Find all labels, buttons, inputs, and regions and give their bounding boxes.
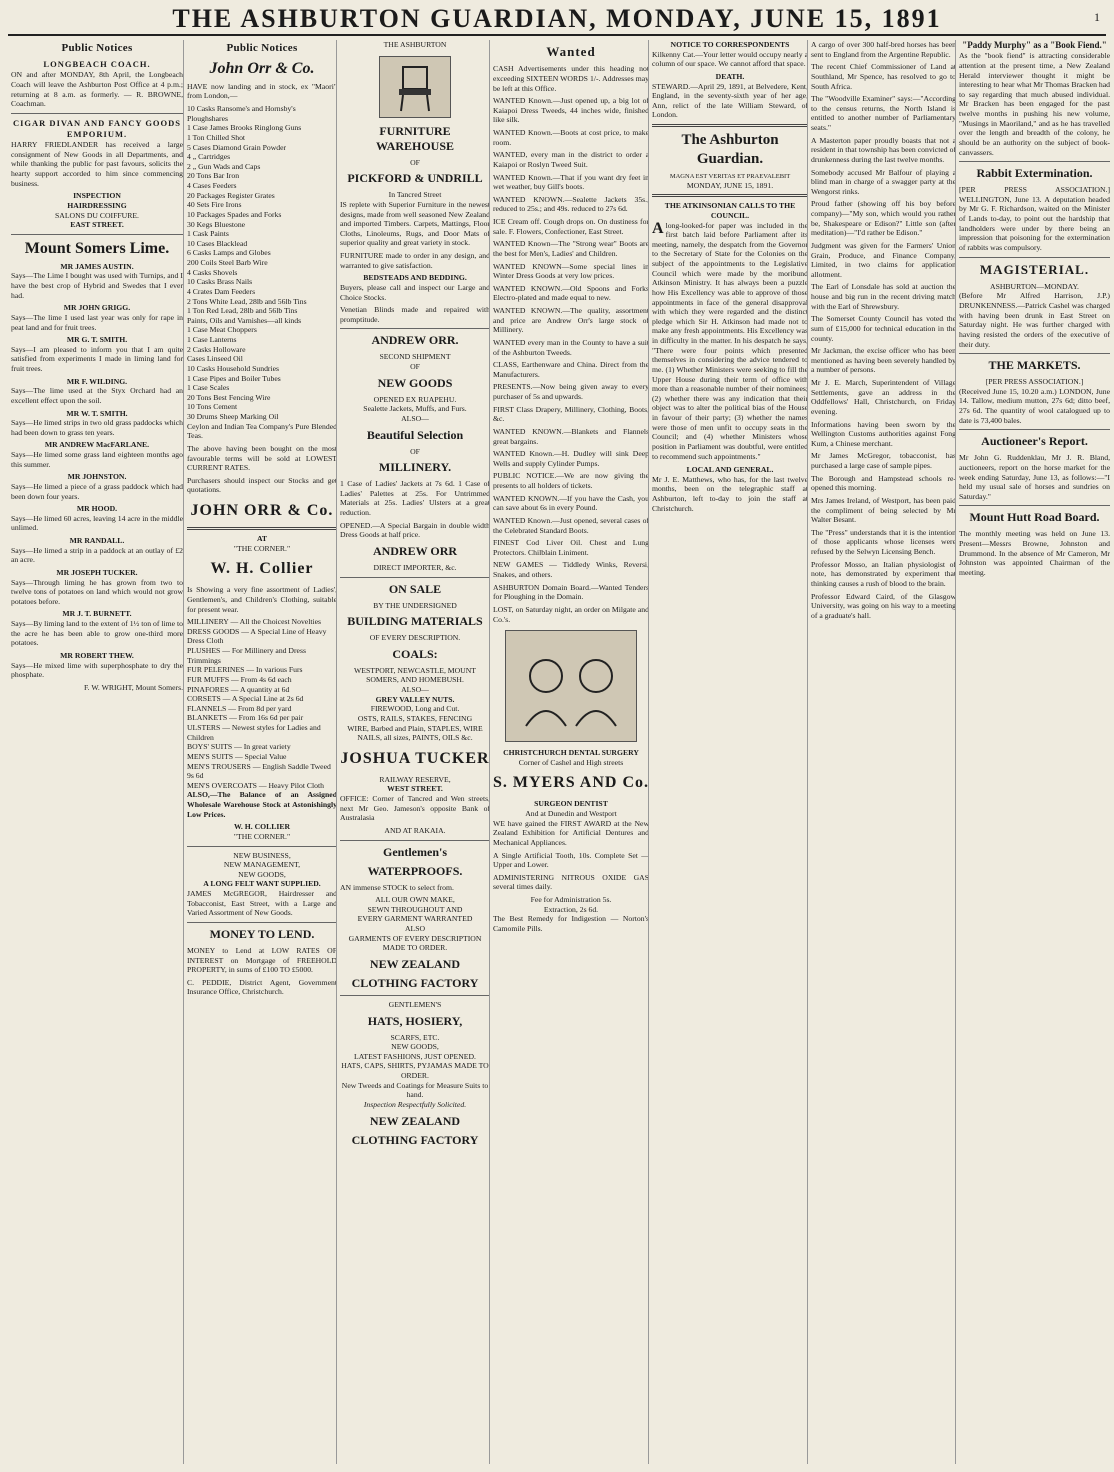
- waterproofs: WATERPROOFS.: [367, 863, 463, 878]
- paper-motto: MAGNA EST VERITAS ET PRAEVALEBIT: [669, 172, 791, 180]
- collier-sig-2: "THE CORNER.": [233, 831, 291, 841]
- divider: [652, 194, 808, 197]
- column-1: [8, 40, 186, 1464]
- markets-sub: [PER PRESS ASSOCIATION.]: [985, 377, 1084, 387]
- divider: [11, 113, 183, 114]
- divider: [187, 846, 337, 847]
- column-4: [489, 40, 652, 1464]
- testimonial: [11, 472, 183, 501]
- west-street: WEST STREET.: [387, 784, 443, 794]
- inspection-solicited: Inspection Respectfully Solicited.: [363, 1099, 467, 1109]
- testimonial: [11, 504, 183, 533]
- wanted-header: Wanted: [546, 44, 596, 59]
- collier-item-list: [187, 617, 337, 790]
- gentlemens: Gentlemen's: [383, 844, 447, 859]
- inspection-heading: INSPECTION: [73, 191, 121, 201]
- news-paragraph: The "Press" understands that it is the intention of those applicants whose licenses were refused by the Selwyn Licensing Bench.: [811, 527, 956, 556]
- local-general-heading: LOCAL AND GENERAL.: [686, 465, 774, 475]
- magisterial-sub: ASHBURTON—MONDAY.: [990, 281, 1079, 291]
- cigar-notice: HARRY FRIEDLANDER has received a large consignment of New Goods in all Departments, and while thanking the public for past favours, solicits the hearty support accorded to him since commencing business.: [11, 140, 183, 188]
- made-to-order: MADE TO ORDER.: [382, 943, 448, 953]
- dentist-location: Corner of Cashel and High streets: [518, 757, 624, 767]
- list-item: 4 „ Cartridges: [187, 152, 231, 162]
- wanted-ad: NEW GAMES — Tiddledy Winks, Reversi, Snakes, and others.: [493, 560, 649, 579]
- firewood: FIREWOOD, Long and Cut.: [370, 704, 460, 714]
- paper-date: MONDAY, JUNE 15, 1891.: [686, 180, 774, 190]
- clothing-factory: CLOTHING FACTORY: [351, 975, 479, 990]
- collier-at: AT: [256, 534, 268, 543]
- lime-title: Mount Somers Lime.: [24, 239, 170, 257]
- wanted-ad: WANTED every man in the County to have a suit of the Ashburton Tweeds.: [493, 337, 649, 357]
- testimonial-name: MR W. T. SMITH.: [66, 408, 128, 418]
- list-item: 1 Case Scales: [187, 383, 230, 393]
- wanted-ad: WANTED Known.—Boots at cost price, to make room.: [493, 128, 649, 147]
- chair-icon: [385, 61, 445, 113]
- new-management: NEW MANAGEMENT,: [223, 860, 301, 870]
- testimonial-name: MR JOSEPH TUCKER.: [56, 567, 138, 577]
- new-goods: NEW GOODS,: [238, 869, 286, 879]
- testimonial-text: Says—The lime used at the Styx Orchard had an excellent effect upon the soil.: [11, 386, 183, 405]
- medicine-ad: The Best Remedy for Indigestion — Norton's Camomile Pills.: [493, 914, 649, 933]
- special-bargain: OPENED.—A Special Bargain in double width Dress Goods at half price.: [340, 520, 490, 540]
- orr-title-2: JOHN ORR & Co.: [190, 502, 334, 519]
- opened-ruapehu: OPENED EX RUAPEHU.: [373, 394, 457, 404]
- news-paragraph: A Masterton paper proudly boasts that not a resident in that township has been convicted of drunkenness during the last twelve months.: [811, 135, 956, 164]
- money-title: MONEY TO LEND.: [209, 926, 315, 941]
- testimonial: [11, 262, 183, 301]
- administration-fee: Fee for Administration 5s.: [530, 895, 612, 904]
- orr-invite: Purchasers should inspect our Stocks and get quotations.: [187, 475, 337, 495]
- list-item: 5 Cases Diamond Grain Powder: [187, 142, 287, 152]
- markets-title: THE MARKETS.: [988, 358, 1081, 373]
- buyers-notice: Buyers, please call and inspect our Large and Choice Stocks.: [340, 282, 490, 302]
- divider: [959, 429, 1110, 430]
- column-6: [807, 40, 959, 1464]
- testimonial-name: MR ROBERT THEW.: [60, 650, 134, 660]
- selection-of: OF: [410, 446, 420, 456]
- divider: [340, 577, 490, 578]
- orr-intro: HAVE now landing and in stock, ex "Maori" from London,—: [187, 81, 337, 101]
- coach-notice: ON and after MONDAY, 8th April, the Longbeach Coach will leave the Ashburton Post Office at 4 p.m.; returning at 8 a.m. as formerly. — R. BROWNE, Coachman.: [11, 70, 183, 109]
- collier-intro: Is Showing a very fine assortment of Ladies', Gentlemen's, and Children's Clothing, suitable for present wear.: [187, 585, 337, 614]
- money-text: MONEY to Lend at LOW RATES OF INTEREST on Mortgage of FREEHOLD PROPERTY, in sums of £100 TO £5000.: [187, 945, 337, 975]
- list-item: 10 Packages Spades and Forks: [187, 209, 282, 219]
- wanted-ad: FIRST Class Drapery, Millinery, Clothing, Boots, &c.: [493, 404, 649, 424]
- salons-heading: SALONS DU COIFFURE.: [55, 210, 139, 220]
- collier-sig: W. H. COLLIER: [233, 822, 291, 832]
- garments: GARMENTS OF EVERY DESCRIPTION: [348, 933, 482, 943]
- list-item: ULSTERS — Newest styles for Ladies and Children: [187, 723, 321, 742]
- column-5: [648, 40, 811, 1464]
- list-item: 10 Cases Blacklead: [187, 238, 248, 248]
- furniture-illustration: [379, 56, 451, 118]
- list-item: Cases Linseed Oil: [187, 354, 243, 364]
- list-item: 20 Packages Register Grates: [187, 190, 275, 200]
- building-materials: BUILDING MATERIALS: [347, 614, 483, 629]
- news-paragraph: The Earl of Lonsdale has sold at auction the house and big run in the recent driving match with the Earl of Shrewsbury.: [811, 282, 956, 311]
- furniture-text: IS replete with Superior Furniture in the newest designs, made from well seasoned New Zealand and imported Timbers. Carpets, Mattings, Floor Cloths, Linoleums, Rugs, and Door Mats of superior quality and great variety in stock.: [340, 199, 490, 248]
- lime-signature: F. W. WRIGHT, Mount Somers.: [83, 682, 183, 692]
- wanted-ad: ASHBURTON Domain Board.—Wanted Tenders for Ploughing in the Domain.: [493, 582, 649, 602]
- list-item: 1 Ton Red Lead, 28lb and 56lb Tins: [187, 306, 298, 316]
- masthead: [8, 4, 1106, 36]
- hats-hosiery: HATS, HOSIERY,: [367, 1013, 463, 1028]
- collier-title: W. H. Collier: [210, 560, 314, 578]
- list-item: CORSETS — A Special Line at 2s 6d: [187, 694, 304, 704]
- also-line-2: ALSO—: [401, 685, 429, 694]
- list-item: DRESS GOODS — A Special Line of Heavy Dress Cloth: [187, 626, 327, 646]
- dunedin-westport: And at Dunedin and Westport: [525, 809, 617, 818]
- bedsteads-heading: BEDSTEADS AND BEDDING.: [363, 273, 467, 283]
- rabbit-text: [PER PRESS ASSOCIATION.] WELLINGTON, June 13. A deputation headed by Mr G. F. Richardson, waited on the Minister of Lands to-day, to point out the hardship that landholders were under by there being an impression that poisoning for the extermination of rabbits was compulsory.: [959, 185, 1110, 252]
- testimonial: [11, 440, 183, 469]
- masthead-title: THE ASHBURTON GUARDIAN, MONDAY, JUNE 15, 1891: [172, 4, 942, 33]
- story-title: "Paddy Murphy" as a "Book Fiend.": [962, 40, 1107, 50]
- gents-2: GENTLEMEN'S: [388, 999, 442, 1009]
- wanted-ad: ICE Cream off. Cough drops on. On dustiness for sale. F. Flowers, Confectioner, East Street.: [493, 217, 649, 236]
- divider: [187, 527, 337, 530]
- testimonial: [11, 409, 183, 438]
- wanted-ad: FINEST Cod Liver Oil. Chest and Lung Protectors. Chilblain Liniment.: [493, 538, 649, 557]
- dentist-title: CHRISTCHURCH DENTAL SURGERY: [503, 748, 639, 758]
- divider: [959, 161, 1110, 162]
- col1-header: Public Notices: [61, 42, 133, 54]
- extraction-fee: Extraction, 2s 6d.: [543, 904, 599, 914]
- editorial-title: THE ATKINSONIAN CALLS TO THE COUNCIL.: [664, 201, 796, 220]
- furniture-header: THE ASHBURTON: [383, 40, 447, 49]
- testimonial-text: Says—He limed strips in two old grass paddocks which had been down to grass ten years.: [11, 418, 183, 437]
- list-item: 2 „ Gun Wads and Caps: [187, 161, 261, 171]
- long-felt-want: A LONG FELT WANT SUPPLIED.: [203, 879, 321, 889]
- testimonial: [11, 377, 183, 406]
- list-item: 2 Tons White Lead, 28lb and 56lb Tins: [187, 296, 307, 306]
- every-garment: EVERY GARMENT WARRANTED: [357, 914, 473, 924]
- railway-reserve: RAILWAY RESERVE,: [379, 774, 451, 784]
- millinery-heading: MILLINERY.: [378, 460, 452, 475]
- coals-heading: COALS:: [392, 646, 438, 661]
- rabbit-title: Rabbit Extermination.: [976, 166, 1093, 181]
- beautiful-selection: Beautiful Selection: [366, 427, 464, 442]
- magisterial-text: (Before Mr Alfred Harrison, J.P.) DRUNKENNESS.—Patrick Cashel was charged with having been drunk in East Street on Saturday night. He was further charged with having resisted the orders of the executive of their duty.: [959, 291, 1110, 349]
- furniture-firm: PICKFORD & UNDRILL: [347, 171, 483, 186]
- dentist-illustration: [505, 630, 637, 742]
- sewn: SEWN THROUGHOUT AND: [367, 904, 463, 914]
- testimonial-name: MR J. T. BURNETT.: [62, 609, 132, 619]
- nz-title-2: NEW ZEALAND: [369, 1113, 461, 1128]
- local-general-text: Mr J. E. Matthews, who has, for the last twelve months, been on the telegraphic staff at Ashburton, left to-day to join the staff at Christchurch.: [652, 474, 808, 513]
- list-item: BLANKETS — From 16s 6d per pair: [187, 713, 304, 723]
- portrait-icon: [511, 636, 631, 736]
- wire: WIRE, Barbed and Plain, STAPLES, WIRE NAILS, all sizes, PAINTS, OILS &c.: [347, 723, 483, 743]
- news-paragraph: Mrs James Ireland, of Westport, has been paid the compliment of being selected by Mr Walter Besant.: [811, 495, 956, 525]
- orr-title: John Orr & Co.: [209, 59, 315, 77]
- own-make: ALL OUR OWN MAKE,: [375, 895, 455, 905]
- testimonial: [11, 568, 183, 607]
- sealette-line: Sealette Jackets, Muffs, and Furs.: [363, 404, 467, 414]
- millinery-text: 1 Case of Ladies' Jackets at 7s 6d. 1 Case of Ladies' Palettes at 25s. For Untrimmed Materials at 25s. Ladies' Ulsters at a great reduction.: [340, 479, 490, 517]
- wanted-ad: WANTED KNOWN.—Old Spoons and Forks Electro-plated and made equal to new.: [493, 283, 649, 303]
- list-item: 6 Casks Lamps and Globes: [187, 248, 271, 258]
- wanted-ad: WANTED KNOWN—Some special lines in Winter Dress Goods at very low prices.: [493, 261, 649, 281]
- testimonial: [11, 536, 183, 565]
- divider: [11, 234, 183, 235]
- editorial-body: Along-looked-for paper was included in the first batch laid before Parliament after its meeting, namely, the despatch from the Governor to the Secretary of State for the Colonies on the subject of the appointments to the Legislative Council which were made by the moribund Atkinson Ministry. It has always been a puzzle how His Excellency was able to approve of those appointments in face of the general disapproval with which they were regarded and the distinct pledge which Sir H. Atkinson had made not to make any fresh appointments. His Excellency was in difficulty in the matter. In his despatch he says, "There were four points which presented themselves in considering the advice tendered to me. (1) Whether Ministers were seeking to fill the Upper House during their term of office with more than a reasonable number of their nominees; (2) whether there was any indication that their object was to alter the political bias of the House in favour of their party; (3) whether the names were those of men unfit to occupy seats in the Council; and (4) whether Ministers whose position in Parliament was doubtful, were entitled to recommend such appointments.": [652, 219, 808, 461]
- news-paragraph: The recent Chief Commissioner of Land at Southland, Mr Spence, has resolved to go to South Africa.: [811, 62, 956, 91]
- testimonial: [11, 335, 183, 374]
- correspondents-heading: NOTICE TO CORRESPONDENTS: [670, 40, 790, 49]
- list-item: 1 Cask Paints: [187, 229, 229, 239]
- news-list: [811, 62, 956, 620]
- divider: [340, 328, 490, 329]
- list-item: FLANNELS — From 8d per yard: [187, 703, 292, 713]
- orr-tea: Ceylon and Indian Tea Company's Pure Blended Teas.: [187, 421, 337, 441]
- testimonial-list: [11, 262, 183, 680]
- list-item: 4 Casks Shovels: [187, 267, 238, 277]
- list-item: 10 Casks Household Sundries: [187, 363, 280, 373]
- list-item: 30 Kegs Bluestone: [187, 219, 246, 229]
- divider: [652, 124, 808, 127]
- wanted-ad: WANTED KNOWN.—If you have the Cash, you can save about 6s in every Pound.: [493, 493, 649, 513]
- orr-item-list: [187, 104, 337, 422]
- also-line-3: ALSO: [404, 924, 426, 933]
- wanted-ad: WANTED Known—The "Strong wear" Boots are the best for Men's, Ladies' and Children.: [493, 239, 649, 258]
- new-goods-2: NEW GOODS,: [391, 1042, 439, 1052]
- list-item: 4 Cases Feeders: [187, 181, 237, 190]
- direct-importer: DIRECT IMPORTER, &c.: [373, 562, 457, 572]
- tweeds: New Tweeds and Coatings for Measure Suits to hand.: [341, 1080, 489, 1100]
- list-item: 4 Crates Dam Feeders: [187, 286, 256, 296]
- list-item: MEN'S SUITS — Special Value: [187, 751, 287, 761]
- auction-title: Auctioneer's Report.: [981, 434, 1088, 449]
- mount-hutt-text: The monthly meeting was held on June 13. Present—Messrs Browne, Johnston and Drummond. In the absence of Mr Cameron, Mr Johnston was appointed Chairman of the meeting.: [959, 529, 1110, 577]
- money-signature: C. PEDDIE, District Agent, Government Insurance Office, Christchurch.: [187, 977, 337, 997]
- testimonial-text: Says—He limed 60 acres, leaving 14 acre in the middle unlimed.: [11, 513, 183, 533]
- rakaia: AND AT RAKAIA.: [384, 825, 446, 835]
- wanted-ad: CLASS, Earthenware and China. Direct from the Manufacturers.: [493, 360, 649, 379]
- wanted-ad: WANTED KNOWN.—The quality, assortment and price are Andrew Orr's large stock of Millinery.: [493, 306, 649, 335]
- news-paragraph: Judgment was given for the Farmers' Union Grain, Produce, and Finance Company, Limited, in two claims for application allotment.: [811, 240, 956, 279]
- dentist-text: WE have gained the FIRST AWARD at the New Zealand Exhibition for Artificial Dentures and Mechanical Appliances.: [493, 818, 649, 847]
- wanted-ad: WANTED, every man in the district to order a Kaiapoi or Roslyn Tweed Suit.: [493, 150, 649, 169]
- andrew-orr-title-2: ANDREW ORR: [372, 543, 458, 558]
- magisterial-title: MAGISTERIAL.: [979, 261, 1090, 277]
- news-paragraph: The Borough and Hampstead schools re-opened this morning.: [811, 473, 956, 493]
- list-item: 2 Casks Holloware: [187, 344, 246, 354]
- news-paragraph: Informations having been sworn by the Wellington Customs authorities against Fong Kum, a Chinese merchant.: [811, 419, 956, 448]
- wanted-list: [493, 64, 649, 624]
- testimonial-name: MR ANDREW MacFARLANE.: [44, 440, 150, 450]
- collier-balance: ALSO,—The Balance of an Assigned Wholesale Warehouse Stock at Astonishingly Low Prices.: [187, 790, 337, 819]
- testimonial-text: Says—He mixed lime with superphosphate to dry the phosphate.: [11, 660, 183, 680]
- list-item: 1 Case Pipes and Boiler Tubes: [187, 373, 281, 383]
- wanted-ad: WANTED KNOWN.—Sealette Jackets 35s., reduced to 25s.; and 49s. reduced to 27s 6d.: [493, 194, 649, 214]
- page-number: 1: [1094, 10, 1100, 24]
- joshua-tucker: JOSHUA TUCKER: [340, 749, 490, 767]
- clothing-factory-2: CLOTHING FACTORY: [351, 1132, 479, 1147]
- divider: [959, 505, 1110, 506]
- every-description: OF EVERY DESCRIPTION.: [369, 633, 461, 643]
- list-item: 1 Case Meat Choppers: [187, 325, 257, 335]
- wanted-ad: WANTED Known.—Just opened up, a big lot of Kaiapoi Dress Tweeds, 44 inches wide, finished like silk.: [493, 96, 649, 125]
- column-3: [336, 40, 493, 1464]
- news-paragraph: Proud father (showing off his boy before company)—"My son, which would you rather be, Shakespeare or Edison?" Little son (after meditation)—"I'd rather be Edison.": [811, 199, 956, 238]
- hats-caps: HATS, CAPS, SHIRTS, PYJAMAS MADE TO ORDER.: [341, 1061, 489, 1080]
- col2-header: Public Notices: [226, 42, 298, 54]
- markets-text: (Received June 15, 10.20 a.m.) LONDON, June 14. Tallow, medium mutton, 27s 6d; ditto beef, 27s 6d. The quantity of wool catalogued up to date is 73,400 bales.: [959, 386, 1110, 425]
- wanted-ad: PUBLIC NOTICE.—We are now giving the presents to all holders of tickets.: [493, 471, 649, 490]
- myers-title: S. MYERS AND Co.: [493, 774, 650, 792]
- furniture-title: FURNITURE WAREHOUSE: [375, 123, 455, 153]
- list-item: Paints, Oils and Varnishes—all kinds: [187, 315, 302, 325]
- news-paragraph: Mr J. E. March, Superintendent of Village Settlements, gave an address in the Oddfellows' Hall, Christchurch, on Friday evening.: [811, 378, 956, 416]
- column-2: [183, 40, 340, 1464]
- story-text: As the "book fiend" is attracting considerable attention at the present time, a New Zealand Herald interviewer thought it might be interesting to hear what Mr Thomas Bracken had to say regarding that much abused individual. Mr Bracken has been engaged for the past twelve months in pushing his new volume, "Musings in Maoriland," and as he has travelled over the length and breadth of the colony, he should be an authority on the subject of book-canvassers.: [959, 51, 1110, 157]
- news-paragraph: Mr Jackman, the excise officer who has been mentioned as having been severely handled by a number of persons.: [811, 346, 956, 375]
- list-item: 200 Coils Steel Barb Wire: [187, 258, 268, 267]
- news-paragraph: Professor Mosso, an Italian physiologist of note, has demonstrated by experiment that thinking causes a rush of blood to the brain.: [811, 559, 956, 588]
- list-item: MEN'S TROUSERS — English Saddle Tweed 9s 6d: [187, 761, 331, 781]
- wanted-ad: WANTED Known.—That if you want dry feet in wet weather, buy Gill's boots.: [493, 172, 649, 192]
- nitrous-oxide: ADMINISTERING NITROUS OXIDE GAS several times daily.: [493, 872, 649, 892]
- also-line: ALSO—: [401, 413, 429, 423]
- surgeon-dentist: SURGEON DENTIST: [534, 799, 608, 809]
- hairdressing-heading: HAIRDRESSING: [67, 200, 127, 210]
- auction-text: Mr John G. Ruddenklau, Mr J. R. Bland, auctioneers, report on the horse market for the week ending Saturday, June 13, as follows:—"I held my usual sale of horses and sundries on Saturday.": [959, 453, 1110, 501]
- testimonial-text: Says—I am pleased to inform you that I am quite satisfied from experiments I made in liming land for fruit trees.: [11, 344, 183, 373]
- cigar-title: CIGAR DIVAN AND FANCY GOODS EMPORIUM.: [12, 117, 182, 139]
- testimonial-name: MR G. T. SMITH.: [66, 335, 128, 345]
- news-paragraph: Somebody accused Mr Balfour of playing a blind man in charge of a swagger party at the Wengorst rinks.: [811, 167, 956, 196]
- testimonial-name: MR RANDALL.: [69, 536, 125, 545]
- divider: [340, 995, 490, 996]
- news-paragraph: The "Woodville Examiner" says:—"According to the census returns, the North Island is entitled to another number of Parliamentary seats.": [811, 94, 956, 132]
- wanted-ad: PRESENTS.—Now being given away to every purchaser of 5s and upwards.: [493, 382, 649, 401]
- list-item: BOYS' SUITS — In great variety: [187, 742, 291, 752]
- list-item: MEN'S OVERCOATS — Heavy Pilot Cloth: [187, 780, 324, 790]
- on-sale: ON SALE: [388, 581, 442, 596]
- testimonial-name: MR JAMES AUSTIN.: [60, 261, 134, 271]
- divider: [959, 257, 1110, 258]
- correspondents-text: Kilkenny Cat.—Your letter would occupy nearly a column of our space. We cannot afford that space.: [652, 49, 808, 69]
- nz-title: NEW ZEALAND: [369, 956, 461, 971]
- list-item: 20 Tons Best Fencing Wire: [187, 392, 271, 402]
- list-item: PINAFORES — A quantity at 6d: [187, 684, 290, 694]
- list-item: 10 Casks Brass Nails: [187, 277, 253, 287]
- wanted-ad: WANTED Known.—H. Dudley will sink Deep Wells and supply Cylinder Pumps.: [493, 449, 649, 468]
- second-shipment: SECOND SHIPMENT: [379, 352, 451, 362]
- new-goods-heading: NEW GOODS: [377, 375, 453, 390]
- list-item: 1 Case Lanterns: [187, 335, 237, 344]
- tucker-office: OFFICE: Corner of Tancred and Wen streets, next Mr Geo. Jameson's opposite Bank of Australasia: [340, 794, 490, 823]
- list-item: FUR MUFFS — From 4s 6d each: [187, 674, 292, 684]
- list-item: 20 Tons Bar Iron: [187, 171, 240, 181]
- furniture-text-2: FURNITURE made to order in any design, and warranted to give satisfaction.: [340, 251, 490, 270]
- testimonial-text: Says—He limed some grass land eighteen months ago this summer.: [11, 450, 183, 469]
- list-item: 30 Drums Sheep Marking Oil: [187, 412, 279, 421]
- wanted-ad: CASH Advertisements under this heading not exceeding SIXTEEN WORDS 1/-. Addresses may be left at this Office.: [493, 64, 649, 93]
- list-item: 10 Casks Ransome's and Hornsby's Ploughshares: [187, 104, 296, 123]
- scarfs: SCARFS, ETC.: [390, 1032, 440, 1042]
- divider: [340, 840, 490, 841]
- latest-fashions: LATEST FASHIONS, JUST OPENED.: [354, 1051, 476, 1061]
- list-item: 10 Tons Cement: [187, 402, 238, 412]
- east-street-heading: EAST STREET.: [70, 220, 124, 230]
- waterproof-text: AN immense STOCK to select from.: [340, 882, 454, 892]
- news-intro: A cargo of over 300 half-bred horses has been sent to England from the Argentine Republic.: [811, 40, 956, 59]
- shipment-of: OF: [410, 362, 420, 371]
- by-undersigned: BY THE UNDERSIGNED: [373, 600, 457, 610]
- teeth-prices: A Single Artificial Tooth, 10s. Complete Set — Upper and Lower.: [493, 850, 649, 870]
- list-item: MILLINERY — All the Choicest Novelties: [187, 617, 322, 627]
- testimonial-text: Says—The Lime I bought was used with Turnips, and I have the best crop of Hybrid and Swedes that I ever had.: [11, 271, 183, 300]
- news-paragraph: The Somerset County Council has voted the sum of £15,000 for technical education in the county.: [811, 314, 956, 343]
- coach-title: LONGBEACH COACH.: [43, 58, 151, 69]
- divider: [959, 353, 1110, 354]
- column-7: [955, 40, 1113, 1464]
- andrew-orr-title: ANDREW ORR.: [371, 333, 459, 348]
- new-business: NEW BUSINESS,: [233, 850, 291, 860]
- list-item: 1 Case James Brooks Ringlong Guns: [187, 123, 302, 133]
- testimonial-text: Says—He limed a strip in a paddock at an outlay of £2 an acre.: [11, 545, 183, 565]
- posts: OSTS, RAILS, STAKES, FENCING: [357, 713, 473, 723]
- grey-valley: GREY VALLEY NUTS.: [375, 694, 455, 704]
- testimonial: [11, 651, 183, 680]
- mcgregor-notice: JAMES McGREGOR, Hairdresser and Tobacconist, East Street, with a Large and Varied Assortment of New Goods.: [187, 889, 337, 918]
- furniture-of: OF: [410, 157, 420, 167]
- testimonial-text: Says—By liming land to the extent of 1½ ton of lime to the acre he has been able to grow one-third more potatoes.: [11, 619, 183, 648]
- wanted-ad: LOST, on Saturday night, an order on Milgate and Co.'s.: [493, 604, 649, 624]
- testimonial: [11, 609, 183, 648]
- list-item: FUR PELERINES — In various Furs: [187, 665, 303, 675]
- furniture-location: In Tancred Street: [388, 190, 442, 200]
- list-item: 40 Sets Fire Irons: [187, 200, 242, 210]
- list-item: PLUSHES — For Millinery and Dress Trimmings: [187, 646, 306, 665]
- coal-list: WESTPORT, NEWCASTLE, MOUNT SOMERS, AND HOMEBUSH.: [354, 665, 476, 685]
- news-paragraph: Mr James McGregor, tobacconist, has purchased a large case of sample pipes.: [811, 451, 956, 470]
- death-notice: STEWARD.—April 29, 1891, at Belvedere, Kent, England, in the seventy-sixth year of her age, Ann, relict of the late William Steward, of London.: [652, 81, 808, 120]
- testimonial-name: MR JOHN GRIGG.: [63, 303, 131, 313]
- testimonial: [11, 303, 183, 332]
- death-heading: DEATH.: [715, 71, 745, 81]
- testimonial-text: Says—He limed a piece of a grass paddock which had been down four years.: [11, 481, 183, 501]
- wanted-ad: WANTED Known.—Just opened, several cases of the Celebrated Standard Boots.: [493, 515, 649, 535]
- testimonial-text: Says—Through liming he has grown from two to twelve tons of potatoes on land which would not grow potatoes before.: [11, 577, 183, 606]
- testimonial-name: MR HOOD.: [76, 504, 118, 514]
- mount-hutt-title: Mount Hutt Road Board.: [969, 510, 1100, 525]
- news-paragraph: Professor Edward Caird, of the Glasgow University, was going on his way to a meeting of a graduate's hall.: [811, 591, 956, 620]
- testimonial-text: Says—The lime I used last year was only for rape in peat land and for fruit trees.: [11, 312, 183, 332]
- blinds-notice: Venetian Blinds made and repaired with promptitude.: [340, 305, 490, 324]
- paper-title: The Ashburton Guardian.: [681, 132, 779, 167]
- divider: [187, 922, 337, 923]
- collier-corner: "THE CORNER.": [233, 543, 291, 553]
- orr-notice: The above having been bought on the most favourable terms will be sold at LOWEST CURRENT RATES.: [187, 443, 337, 473]
- testimonial-name: MR F. WILDING.: [66, 376, 128, 386]
- wanted-ad: WANTED KNOWN.—Blankets and Flannels great bargains.: [493, 426, 649, 446]
- list-item: 1 Ton Chilled Shot: [187, 132, 246, 142]
- testimonial-name: MR JOHNSTON.: [67, 472, 127, 482]
